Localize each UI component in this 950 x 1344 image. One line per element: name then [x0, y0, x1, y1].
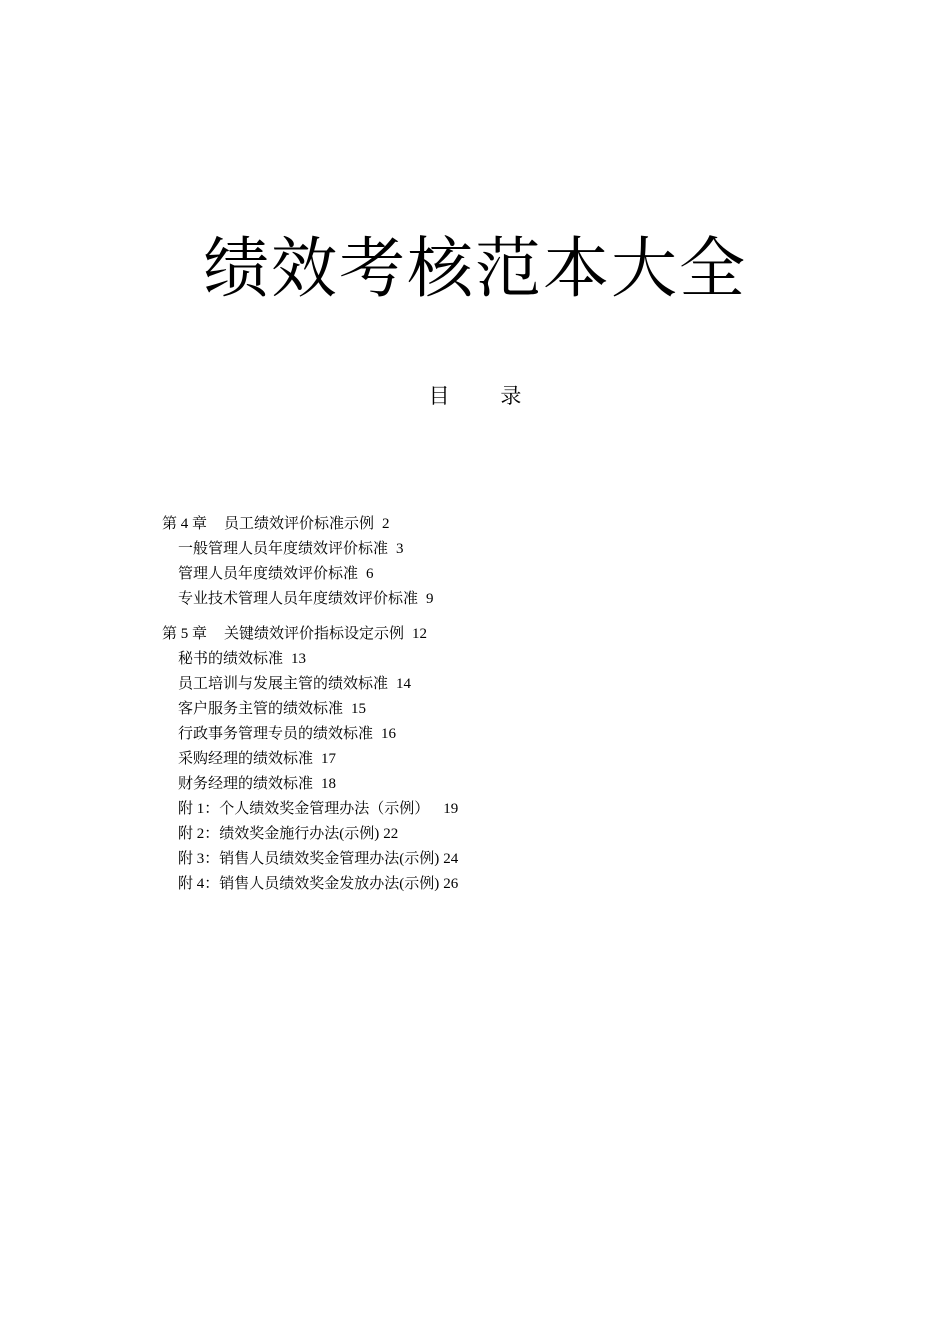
entry-title: 采购经理的绩效标准 — [178, 751, 314, 767]
entry-title: 客户服务主管的绩效标准 — [178, 701, 344, 717]
page-number: 15 — [351, 701, 367, 717]
toc-entry[interactable] — [162, 562, 762, 587]
page-number: 24 — [443, 851, 459, 867]
toc-entry[interactable] — [162, 647, 762, 672]
entry-title: 一般管理人员年度绩效评价标准 — [178, 541, 389, 557]
page-number: 12 — [412, 626, 428, 642]
chapter-label: 第 4 章 — [162, 516, 208, 532]
table-of-contents — [162, 512, 762, 897]
entry-title: 行政事务管理专员的绩效标准 — [178, 726, 374, 742]
toc-entry[interactable] — [162, 537, 762, 562]
toc-entry[interactable] — [162, 822, 762, 847]
page-number: 3 — [396, 541, 404, 557]
entry-title: 附 4：销售人员绩效奖金发放办法(示例) — [178, 876, 440, 892]
toc-entry[interactable] — [162, 587, 762, 612]
page-number: 22 — [383, 826, 399, 842]
toc-entry[interactable] — [162, 872, 762, 897]
page-number: 19 — [443, 801, 459, 817]
page-number: 9 — [426, 591, 434, 607]
chapter-title: 员工绩效评价标准示例 — [224, 516, 375, 532]
page-number: 26 — [443, 876, 459, 892]
entry-title: 财务经理的绩效标准 — [178, 776, 314, 792]
page-number: 17 — [321, 751, 337, 767]
chapter-label: 第 5 章 — [162, 626, 208, 642]
toc-chapter-5 — [162, 622, 762, 897]
entry-title: 员工培训与发展主管的绩效标准 — [178, 676, 389, 692]
entry-title: 附 2：绩效奖金施行办法(示例) — [178, 826, 380, 842]
toc-chapter-heading[interactable] — [162, 622, 762, 647]
toc-entry[interactable] — [162, 672, 762, 697]
page-number: 14 — [396, 676, 412, 692]
entry-title: 附 3：销售人员绩效奖金管理办法(示例) — [178, 851, 440, 867]
entry-title: 管理人员年度绩效评价标准 — [178, 566, 359, 582]
page-number: 13 — [291, 651, 307, 667]
toc-entry[interactable] — [162, 847, 762, 872]
document-title: 绩效考核范本大全 — [203, 230, 747, 307]
page-number: 6 — [366, 566, 374, 582]
toc-entry[interactable] — [162, 697, 762, 722]
toc-entry[interactable] — [162, 747, 762, 772]
toc-chapter-heading[interactable] — [162, 512, 762, 537]
entry-title: 专业技术管理人员年度绩效评价标准 — [178, 591, 419, 607]
chapter-title: 关键绩效评价指标设定示例 — [224, 626, 405, 642]
toc-entry[interactable] — [162, 797, 762, 822]
entry-title: 附 1：个人绩效奖金管理办法（示例） — [178, 801, 430, 817]
entry-title: 秘书的绩效标准 — [178, 651, 284, 667]
page-number: 2 — [382, 516, 390, 532]
toc-entry[interactable] — [162, 772, 762, 797]
toc-entry[interactable] — [162, 722, 762, 747]
toc-heading: 目 录 — [428, 384, 544, 408]
page-number: 16 — [381, 726, 397, 742]
toc-chapter-4 — [162, 512, 762, 612]
page-number: 18 — [321, 776, 337, 792]
